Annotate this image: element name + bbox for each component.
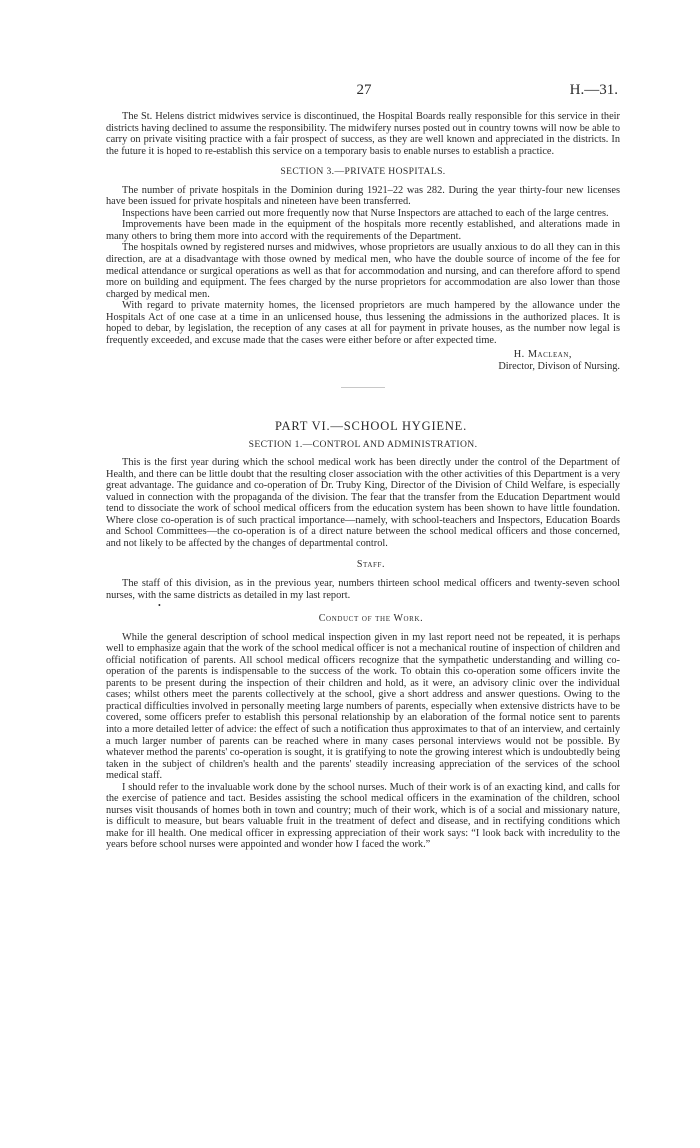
private-hospitals-paragraph-4: The hospitals owned by registered nurses and midwives, whose proprietors are usually anxious to do all they can in this direction, are at a disadvantage with those owned by medical men, who have the double source of income of the fee for medical attendance or surgical operations as well as that for accommodation and nursing, and can therefore afford to spend more on building and equipment. The fees charged by the nurse proprietors for accommodation are also lower than those charged by medical men. bbox=[106, 242, 620, 300]
page-body bbox=[106, 111, 620, 851]
control-administration-paragraph: This is the first year during which the school medical work has been directly under the control of the Department of Health, and there can be little doubt that the resulting closer association with the other activities of this Department is a very great advantage. The guidance and co-operation of Dr. Truby King, Director of the Division of Child Welfare, is especially valued in connection with the propaganda of the division. The fear that the transfer from the Education Department would tend to dissociate the work of school medical officers from the education system has been shown to have little foundation. Where close co-operation is of such practical importance—namely, with school-teachers and Inspectors, Education Boards and School Committees—the co-operation is of a direct nature between the school medical officers and those concerned, and not likely to be affected by the changes of departmental control. bbox=[106, 457, 620, 549]
page-number: 27 bbox=[356, 82, 372, 98]
section-3-heading: SECTION 3.—PRIVATE HOSPITALS. bbox=[280, 166, 446, 178]
section-1-heading: SECTION 1.—CONTROL AND ADMINISTRATION. bbox=[248, 438, 478, 450]
signature-name: H. Maclean, bbox=[513, 349, 572, 361]
page-header bbox=[110, 82, 618, 102]
staff-heading: Staff. bbox=[356, 559, 386, 571]
conduct-heading: Conduct of the Work. bbox=[318, 613, 424, 625]
private-hospitals-paragraph-5: With regard to private maternity homes, the licensed proprietors are much hampered by the allowance under the Hospitals Act of one case at a time in an unlicensed house, thus lessening the admissions in the authorized places. It is hoped to debar, by legislation, the reception of any cases at all for payment in private houses, as the number now legal is frequently exceeded, and excuse made that the cases were either before or after expected time. bbox=[106, 300, 620, 346]
part-6-heading: PART VI.—SCHOOL HYGIENE. bbox=[274, 418, 468, 433]
conduct-paragraph-1: While the general description of school medical inspection given in my last report need not be repeated, it is perhaps well to emphasize again that the work of the school medical officer is not a mechanical routine of inspection of children and official notification of parents. All school medical officers recognize that the sympathetic understanding and willing co-operation of the parents is indispensable to the success of the work. To obtain this co-operation some officers invite the parents to be present during the inspection of their children and hold, as it were, an advisory clinic over the individual cases; whilst others meet the parents collectively at the school, give a short address and answer questions. Owing to the practical difficulties involved in personally meeting large numbers of parents, especially when extensive districts have to be covered, some officers prefer to establish this personal relationship by an elaboration of the formal notice sent to parents into a more detailed letter of advice: the effect of such a notification thus approximates to that of an interview, and certainly a much larger number of parents can be reached where in many cases personal interviews would not be possible. By whatever method the parents' co-operation is sought, it is gratifying to note the growing interest which is undoubtedly being taken in the subject of children's health and the parents' steadily increasing appreciation of the services of the school medical staff. bbox=[106, 631, 620, 782]
document-reference: H.—31. bbox=[569, 82, 618, 98]
midwives-service-paragraph: The St. Helens district midwives service is discontinued, the Hospital Boards really responsible for this service in their districts having declined to assume the responsibility. The midwifery nurses posted out in country towns will now be able to carry on private visiting practice with a fair prospect of success, as they are well known and appreciated in the districts. In the future it is hoped to re-establish this service on a temporary basis to enable nurses to establish a practice. bbox=[106, 111, 620, 157]
staff-paragraph: The staff of this division, as in the previous year, numbers thirteen school medical officers and twenty-seven school nurses, with the same districts as detailed in my last report. bbox=[106, 578, 620, 601]
signature-block bbox=[106, 349, 620, 373]
private-hospitals-paragraph-2: Inspections have been carried out more frequently now that Nurse Inspectors are attached to each of the large centres. bbox=[122, 207, 609, 219]
private-hospitals-paragraph-1: The number of private hospitals in the Dominion during 1921–22 was 282. During the year thirty-four new licenses have been issued for private hospitals and nineteen have been transferred. bbox=[106, 184, 620, 208]
private-hospitals-paragraph-3: Improvements have been made in the equipment of the hospitals more recently established, and alterations made in many others to bring them more into accord with the requirements of the Department. bbox=[106, 219, 620, 242]
signature-title: Director, Divison of Nursing. bbox=[498, 361, 620, 373]
bullet-mark: • bbox=[158, 601, 161, 611]
conduct-paragraph-2: I should refer to the invaluable work done by the school nurses. Much of their work is of an exacting kind, and calls for the exercise of patience and tact. Besides assisting the school medical officers in the examination of the children, school nurses visit thousands of homes both in town and country; much of their work, which is of a social and missionary nature, is difficult to measure, but bears valuable fruit in the treatment of defect and disease, and in rectifying conditions which make for ill health. One medical officer in expressing appreciation of their work says: “I look back with incredulity to the years before school nurses were appointed and wonder how I faced the work.” bbox=[106, 781, 620, 851]
section-divider bbox=[341, 387, 385, 388]
